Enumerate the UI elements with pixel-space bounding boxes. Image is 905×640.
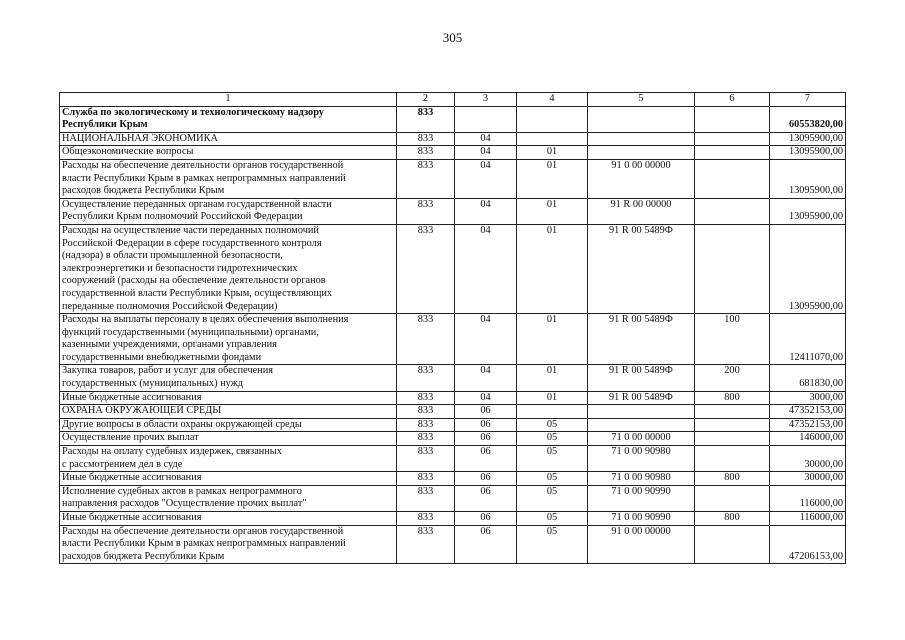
table-row	[60, 512, 846, 526]
row-target-cell: 71 0 00 90990	[588, 485, 695, 511]
row-subsection-cell	[517, 132, 588, 146]
row-target-cell	[588, 405, 695, 419]
header-cell: 2	[397, 93, 455, 107]
table-row	[60, 485, 846, 511]
row-subsection-cell: 01	[517, 198, 588, 224]
row-subsection-cell: 01	[517, 365, 588, 391]
row-subsection-cell	[517, 106, 588, 132]
row-name-cell: Иные бюджетные ассигнования	[60, 391, 397, 405]
row-amount-cell: 30000,00	[770, 446, 846, 472]
row-section-cell: 04	[455, 132, 517, 146]
row-section-cell: 06	[455, 405, 517, 419]
row-grbs-cell: 833	[397, 159, 455, 198]
row-name-cell: Расходы на обеспечение деятельности органов государственной власти Республики Крым в рамках непрограммных направлений расходов бюджета Республики Крым	[60, 159, 397, 198]
row-expense-type-cell	[695, 446, 770, 472]
row-section-cell: 04	[455, 365, 517, 391]
row-expense-type-cell	[695, 146, 770, 160]
row-section-cell: 06	[455, 525, 517, 564]
row-target-cell: 71 0 00 90980	[588, 446, 695, 472]
table-row	[60, 198, 846, 224]
row-name-cell: Расходы на осуществление части переданных полномочий Российской Федерации в сфере государственного контроля (надзора) в области промышленной безопасности, электроэнергетики и безопасности гидротехнических сооружений (расходы на обеспечение деятельности органов государственной власти Республики Крым, осуществляющих переданные полномочия Российской Федерации)	[60, 224, 397, 313]
row-target-cell: 91 R 00 5489Ф	[588, 224, 695, 313]
header-cell: 5	[588, 93, 695, 107]
row-subsection-cell: 05	[517, 432, 588, 446]
budget-table	[59, 92, 846, 564]
row-expense-type-cell	[695, 418, 770, 432]
row-grbs-cell: 833	[397, 432, 455, 446]
row-grbs-cell: 833	[397, 198, 455, 224]
row-subsection-cell: 05	[517, 525, 588, 564]
table-row	[60, 432, 846, 446]
row-subsection-cell: 01	[517, 224, 588, 313]
row-name-cell: Осуществление переданных органам государственной власти Республики Крым полномочий Российской Федерации	[60, 198, 397, 224]
row-section-cell: 06	[455, 418, 517, 432]
row-section-cell: 04	[455, 314, 517, 365]
table-row	[60, 314, 846, 365]
table-row	[60, 224, 846, 313]
row-expense-type-cell	[695, 525, 770, 564]
row-subsection-cell: 05	[517, 472, 588, 486]
row-section-cell	[455, 106, 517, 132]
row-expense-type-cell	[695, 224, 770, 313]
header-cell: 6	[695, 93, 770, 107]
row-section-cell: 06	[455, 432, 517, 446]
row-target-cell: 71 0 00 90980	[588, 472, 695, 486]
table-row	[60, 146, 846, 160]
row-amount-cell: 13095900,00	[770, 224, 846, 313]
table-row	[60, 365, 846, 391]
row-target-cell: 91 0 00 00000	[588, 159, 695, 198]
row-expense-type-cell	[695, 198, 770, 224]
row-grbs-cell: 833	[397, 132, 455, 146]
row-name-cell: Иные бюджетные ассигнования	[60, 512, 397, 526]
row-target-cell: 91 0 00 00000	[588, 525, 695, 564]
row-grbs-cell: 833	[397, 418, 455, 432]
row-name-cell: ОХРАНА ОКРУЖАЮЩЕЙ СРЕДЫ	[60, 405, 397, 419]
row-expense-type-cell	[695, 432, 770, 446]
row-section-cell: 04	[455, 224, 517, 313]
row-name-cell: Исполнение судебных актов в рамках непрограммного направления расходов "Осуществление прочих выплат"	[60, 485, 397, 511]
row-expense-type-cell: 800	[695, 391, 770, 405]
table-row	[60, 446, 846, 472]
page-number: 305	[442, 30, 463, 45]
row-target-cell: 71 0 00 00000	[588, 432, 695, 446]
row-grbs-cell: 833	[397, 391, 455, 405]
row-grbs-cell: 833	[397, 485, 455, 511]
row-amount-cell: 13095900,00	[770, 132, 846, 146]
row-name-cell: Общеэкономические вопросы	[60, 146, 397, 160]
row-name-cell: Иные бюджетные ассигнования	[60, 472, 397, 486]
row-name-cell: Расходы на оплату судебных издержек, связанных с рассмотрением дел в суде	[60, 446, 397, 472]
row-target-cell: 91 R 00 5489Ф	[588, 314, 695, 365]
row-section-cell: 06	[455, 472, 517, 486]
row-amount-cell: 146000,00	[770, 432, 846, 446]
row-amount-cell: 12411070,00	[770, 314, 846, 365]
table-row	[60, 418, 846, 432]
table-row	[60, 106, 846, 132]
row-target-cell: 91 R 00 5489Ф	[588, 365, 695, 391]
row-expense-type-cell: 800	[695, 512, 770, 526]
row-amount-cell: 47206153,00	[770, 525, 846, 564]
row-section-cell: 04	[455, 146, 517, 160]
row-grbs-cell: 833	[397, 314, 455, 365]
row-target-cell	[588, 132, 695, 146]
table-row	[60, 472, 846, 486]
row-expense-type-cell: 100	[695, 314, 770, 365]
row-name-cell: Расходы на обеспечение деятельности органов государственной власти Республики Крым в рамках непрограммных направлений расходов бюджета Республики Крым	[60, 525, 397, 564]
row-target-cell	[588, 146, 695, 160]
row-amount-cell: 60553820,00	[770, 106, 846, 132]
table-row	[60, 525, 846, 564]
row-expense-type-cell	[695, 106, 770, 132]
row-amount-cell: 47352153,00	[770, 405, 846, 419]
row-target-cell: 91 R 00 5489Ф	[588, 391, 695, 405]
table-row	[60, 159, 846, 198]
row-section-cell: 04	[455, 159, 517, 198]
row-grbs-cell: 833	[397, 365, 455, 391]
row-section-cell: 06	[455, 446, 517, 472]
row-expense-type-cell	[695, 485, 770, 511]
header-cell: 1	[60, 93, 397, 107]
row-expense-type-cell	[695, 405, 770, 419]
row-amount-cell: 3000,00	[770, 391, 846, 405]
row-target-cell: 71 0 00 90990	[588, 512, 695, 526]
row-subsection-cell: 01	[517, 314, 588, 365]
row-grbs-cell: 833	[397, 472, 455, 486]
table-row	[60, 405, 846, 419]
row-amount-cell: 13095900,00	[770, 159, 846, 198]
row-subsection-cell: 01	[517, 159, 588, 198]
row-name-cell: Другие вопросы в области охраны окружающей среды	[60, 418, 397, 432]
row-grbs-cell: 833	[397, 146, 455, 160]
row-grbs-cell: 833	[397, 106, 455, 132]
row-name-cell: НАЦИОНАЛЬНАЯ ЭКОНОМИКА	[60, 132, 397, 146]
row-amount-cell: 681830,00	[770, 365, 846, 391]
table-header-row	[60, 93, 846, 107]
row-amount-cell: 13095900,00	[770, 146, 846, 160]
row-grbs-cell: 833	[397, 512, 455, 526]
row-subsection-cell: 01	[517, 146, 588, 160]
row-expense-type-cell	[695, 132, 770, 146]
row-section-cell: 04	[455, 198, 517, 224]
header-cell: 4	[517, 93, 588, 107]
row-amount-cell: 116000,00	[770, 485, 846, 511]
row-name-cell: Служба по экологическому и технологическому надзору Республики Крым	[60, 106, 397, 132]
row-name-cell: Расходы на выплаты персоналу в целях обеспечения выполнения функций государственными (муниципальными) органами, казенными учреждениями, органами управления государственными внебюджетными фондами	[60, 314, 397, 365]
row-amount-cell: 30000,00	[770, 472, 846, 486]
row-target-cell: 91 R 00 00000	[588, 198, 695, 224]
header-cell: 7	[770, 93, 846, 107]
row-subsection-cell	[517, 405, 588, 419]
table-row	[60, 391, 846, 405]
table-row	[60, 132, 846, 146]
row-subsection-cell: 05	[517, 485, 588, 511]
row-expense-type-cell	[695, 159, 770, 198]
row-amount-cell: 47352153,00	[770, 418, 846, 432]
row-grbs-cell: 833	[397, 525, 455, 564]
row-target-cell	[588, 418, 695, 432]
row-name-cell: Закупка товаров, работ и услуг для обеспечения государственных (муниципальных) нужд	[60, 365, 397, 391]
row-subsection-cell: 05	[517, 418, 588, 432]
row-grbs-cell: 833	[397, 446, 455, 472]
row-amount-cell: 13095900,00	[770, 198, 846, 224]
row-subsection-cell: 05	[517, 446, 588, 472]
row-grbs-cell: 833	[397, 405, 455, 419]
row-expense-type-cell: 800	[695, 472, 770, 486]
row-section-cell: 06	[455, 512, 517, 526]
row-expense-type-cell: 200	[695, 365, 770, 391]
row-name-cell: Осуществление прочих выплат	[60, 432, 397, 446]
row-section-cell: 04	[455, 391, 517, 405]
row-grbs-cell: 833	[397, 224, 455, 313]
row-subsection-cell: 01	[517, 391, 588, 405]
row-amount-cell: 116000,00	[770, 512, 846, 526]
row-subsection-cell: 05	[517, 512, 588, 526]
row-target-cell	[588, 106, 695, 132]
header-cell: 3	[455, 93, 517, 107]
row-section-cell: 06	[455, 485, 517, 511]
